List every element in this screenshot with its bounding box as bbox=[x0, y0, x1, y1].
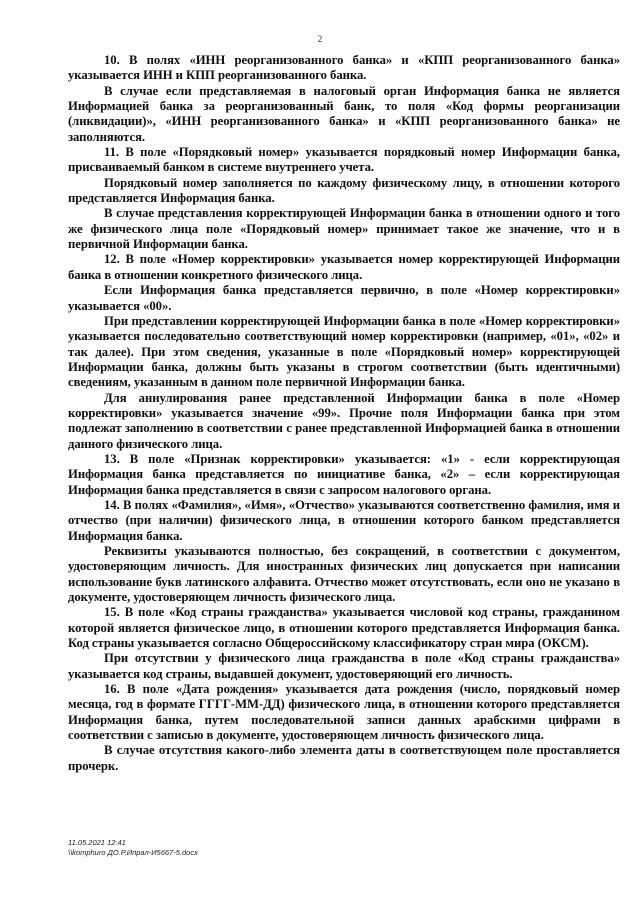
paragraph: В случае представления корректирующей Информации банка в отношении одного и того же физического лица поле «Порядковый номер» принимает такое же значение, что и в первичной Информации банка. bbox=[68, 206, 620, 252]
paragraph: 15. В поле «Код страны гражданства» указывается числовой код страны, гражданином которой является физическое лицо, в отношении которого представляется Информация банка. Код страны указывается согласно Общероссийскому классификатору стран мира (ОКСМ). bbox=[68, 605, 620, 651]
paragraph: 10. В полях «ИНН реорганизованного банка» и «КПП реорганизованного банка» указывается ИНН и КПП реорганизованного банка. bbox=[68, 53, 620, 83]
paragraph: 14. В полях «Фамилия», «Имя», «Отчество» указываются соответственно фамилия, имя и отчество (при наличии) физического лица, в отношении которого банком представляется Информация банка. bbox=[68, 497, 620, 543]
paragraph: В случае если представляемая в налоговый орган Информация банка не является Информацией банка за реорганизованный банк, то поля «Код формы реорганизации (ликвидации)», «ИНН реорганизованного банка» и «КПП реорганизованного банка» не заполняются. bbox=[68, 83, 620, 144]
paragraph: 16. В поле «Дата рождения» указывается дата рождения (число, порядковый номер месяца, год в формате ГГГГ-ММ-ДД) физического лица, в отношении которого представляется Информация банка, путем последовательной записи данных арабскими цифрами в соответствии с записью в документе, удостоверяющем личность физического лица. bbox=[68, 682, 620, 743]
paragraph: Реквизиты указываются полностью, без сокращений, в соответствии с документом, удостоверяющим личность. Для иностранных физических лиц допускается при написании использование букв латинского алфавита. Отчество может отсутствовать, если оно не указано в документе, удостоверяющем личность физического лица. bbox=[68, 544, 620, 605]
paragraph: При отсутствии у физического лица гражданства в поле «Код страны гражданства» указывается код страны, выдавшей документ, удостоверяющий его личность. bbox=[68, 651, 620, 681]
paragraph: 11. В поле «Порядковый номер» указывается порядковый номер Информации банка, присваиваемый банком в системе внутреннего учета. bbox=[68, 145, 620, 175]
paragraph: Порядковый номер заполняется по каждому физическому лицу, в отношении которого представляется Информация банка. bbox=[68, 175, 620, 206]
page-number: 2 bbox=[317, 34, 323, 44]
document-body bbox=[68, 53, 620, 774]
paragraph: При представлении корректирующей Информации банка в поле «Номер корректировки» указывается последовательно соответствующий номер корректировки (например, «01», «02» и так далее). При этом сведения, указанные в поле «Порядковый номер» корректирующей Информации банка, должны быть указаны в строгом соответствии (быть идентичными) сведениям, указанным в данном поле первичной Информации банка. bbox=[68, 313, 620, 390]
footer-timestamp: 11.05.2021 12:41 bbox=[68, 838, 126, 847]
paragraph: Если Информация банка представляется первично, в поле «Номер корректировки» указывается «00». bbox=[68, 283, 620, 313]
paragraph: В случае отсутствия какого-либо элемента даты в соответствующем поле проставляется прочерк. bbox=[68, 743, 620, 773]
document-footer bbox=[68, 838, 198, 858]
paragraph: 13. В поле «Признак корректировки» указывается: «1» - если корректирующая Информация банка представляется по инициативе банка, «2» – если корректирующая Информация банка представляется в связи с запросом налогового органа. bbox=[68, 451, 620, 497]
paragraph: Для аннулирования ранее представленной Информации банка в поле «Номер корректировки» указывается значение «99». Прочие поля Информации банка при этом подлежат заполнению в соответствии с ранее представленной Информацией банка в отношении данного физического лица. bbox=[68, 390, 620, 451]
footer-file-path: \\komphuro ДО.Р.Ипрал-И5667-5.docx bbox=[68, 848, 198, 857]
paragraph: 12. В поле «Номер корректировки» указывается номер корректирующей Информации банка в отношении конкретного физического лица. bbox=[68, 252, 620, 282]
